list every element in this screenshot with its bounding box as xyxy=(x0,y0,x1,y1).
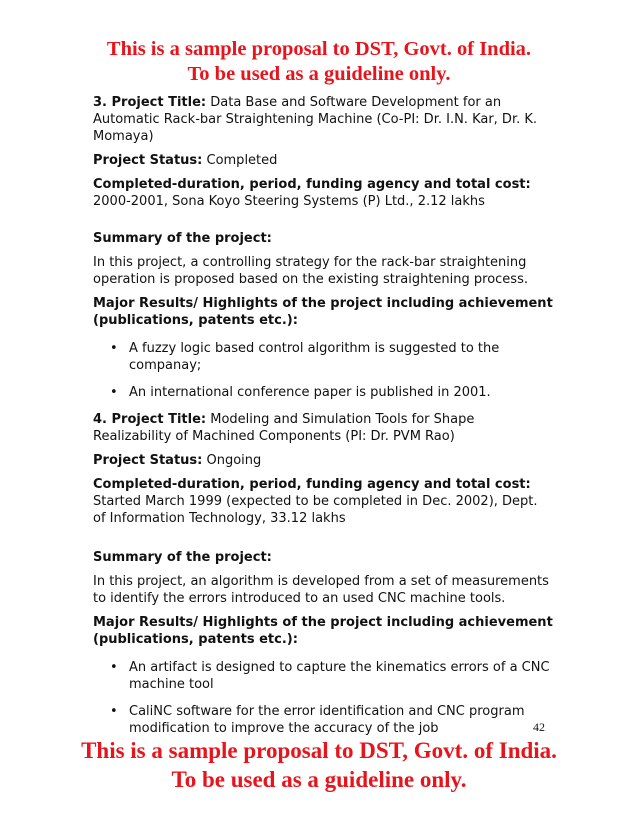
disclaimer-line-1: This is a sample proposal to DST, Govt. of India. xyxy=(81,738,557,763)
cost-heading: Completed-duration, period, funding agency and total cost: xyxy=(93,177,531,192)
page-content xyxy=(93,94,553,747)
results-heading: Major Results/ Highlights of the project including achievement (publications, patents etc.): xyxy=(93,615,553,647)
project-title xyxy=(93,94,553,145)
list-item xyxy=(93,659,553,693)
list-item xyxy=(93,340,553,374)
project-status xyxy=(93,152,553,169)
results-list xyxy=(93,659,553,737)
result-text: A fuzzy logic based control algorithm is suggested to the companay; xyxy=(129,341,500,373)
bullet-icon: • xyxy=(110,341,118,356)
project-status-label: Project Status: xyxy=(93,153,203,168)
cost-heading: Completed-duration, period, funding agency and total cost: xyxy=(93,477,531,492)
project-title-text: Modeling and Simulation Tools for Shape Realizability of Machined Components (PI: Dr. PVM Rao) xyxy=(93,412,475,444)
project-status-value: Ongoing xyxy=(202,453,262,468)
list-item xyxy=(93,384,553,401)
result-text: An artifact is designed to capture the kinematics errors of a CNC machine tool xyxy=(129,660,550,692)
disclaimer-banner-bottom xyxy=(0,736,638,794)
result-text: CaliNC software for the error identification and CNC program modification to improve the accuracy of the job xyxy=(129,704,525,736)
project-4-section xyxy=(93,411,553,737)
project-title xyxy=(93,411,553,445)
cost-text: Started March 1999 (expected to be completed in Dec. 2002), Dept. of Information Technology, 33.12 lakhs xyxy=(93,494,538,526)
summary-text: In this project, a controlling strategy for the rack-bar straightening operation is proposed based on the existing straightening process. xyxy=(93,255,528,287)
disclaimer-line-2: To be used as a guideline only. xyxy=(187,63,451,85)
bullet-icon: • xyxy=(110,660,118,675)
disclaimer-banner-top xyxy=(0,37,638,87)
summary-heading: Summary of the project: xyxy=(93,550,272,565)
project-status-value: Completed xyxy=(202,153,278,168)
project-status xyxy=(93,452,553,469)
project-title-text: Data Base and Software Development for an Automatic Rack-bar Straightening Machine (Co-PI: Dr. I.N. Kar, Dr. K. Momaya) xyxy=(93,95,538,144)
results-heading: Major Results/ Highlights of the project including achievement (publications, patents etc.): xyxy=(93,296,553,328)
project-status-label: Project Status: xyxy=(93,453,203,468)
bullet-icon: • xyxy=(110,385,118,400)
results-list xyxy=(93,340,553,401)
project-title-label: 3. Project Title: xyxy=(93,95,207,110)
project-3-section xyxy=(93,94,553,401)
disclaimer-line-1: This is a sample proposal to DST, Govt. of India. xyxy=(106,38,532,60)
cost-text: 2000-2001, Sona Koyo Steering Systems (P) Ltd., 2.12 lakhs xyxy=(93,194,485,209)
result-text: An international conference paper is published in 2001. xyxy=(129,385,491,400)
summary-text: In this project, an algorithm is developed from a set of measurements to identify the errors introduced to an used CNC machine tools. xyxy=(93,574,549,606)
disclaimer-line-2: To be used as a guideline only. xyxy=(171,767,467,792)
bullet-icon: • xyxy=(110,704,118,719)
list-item xyxy=(93,703,553,737)
project-title-label: 4. Project Title: xyxy=(93,412,207,427)
page-number: 42 xyxy=(533,720,545,734)
summary-heading: Summary of the project: xyxy=(93,231,272,246)
